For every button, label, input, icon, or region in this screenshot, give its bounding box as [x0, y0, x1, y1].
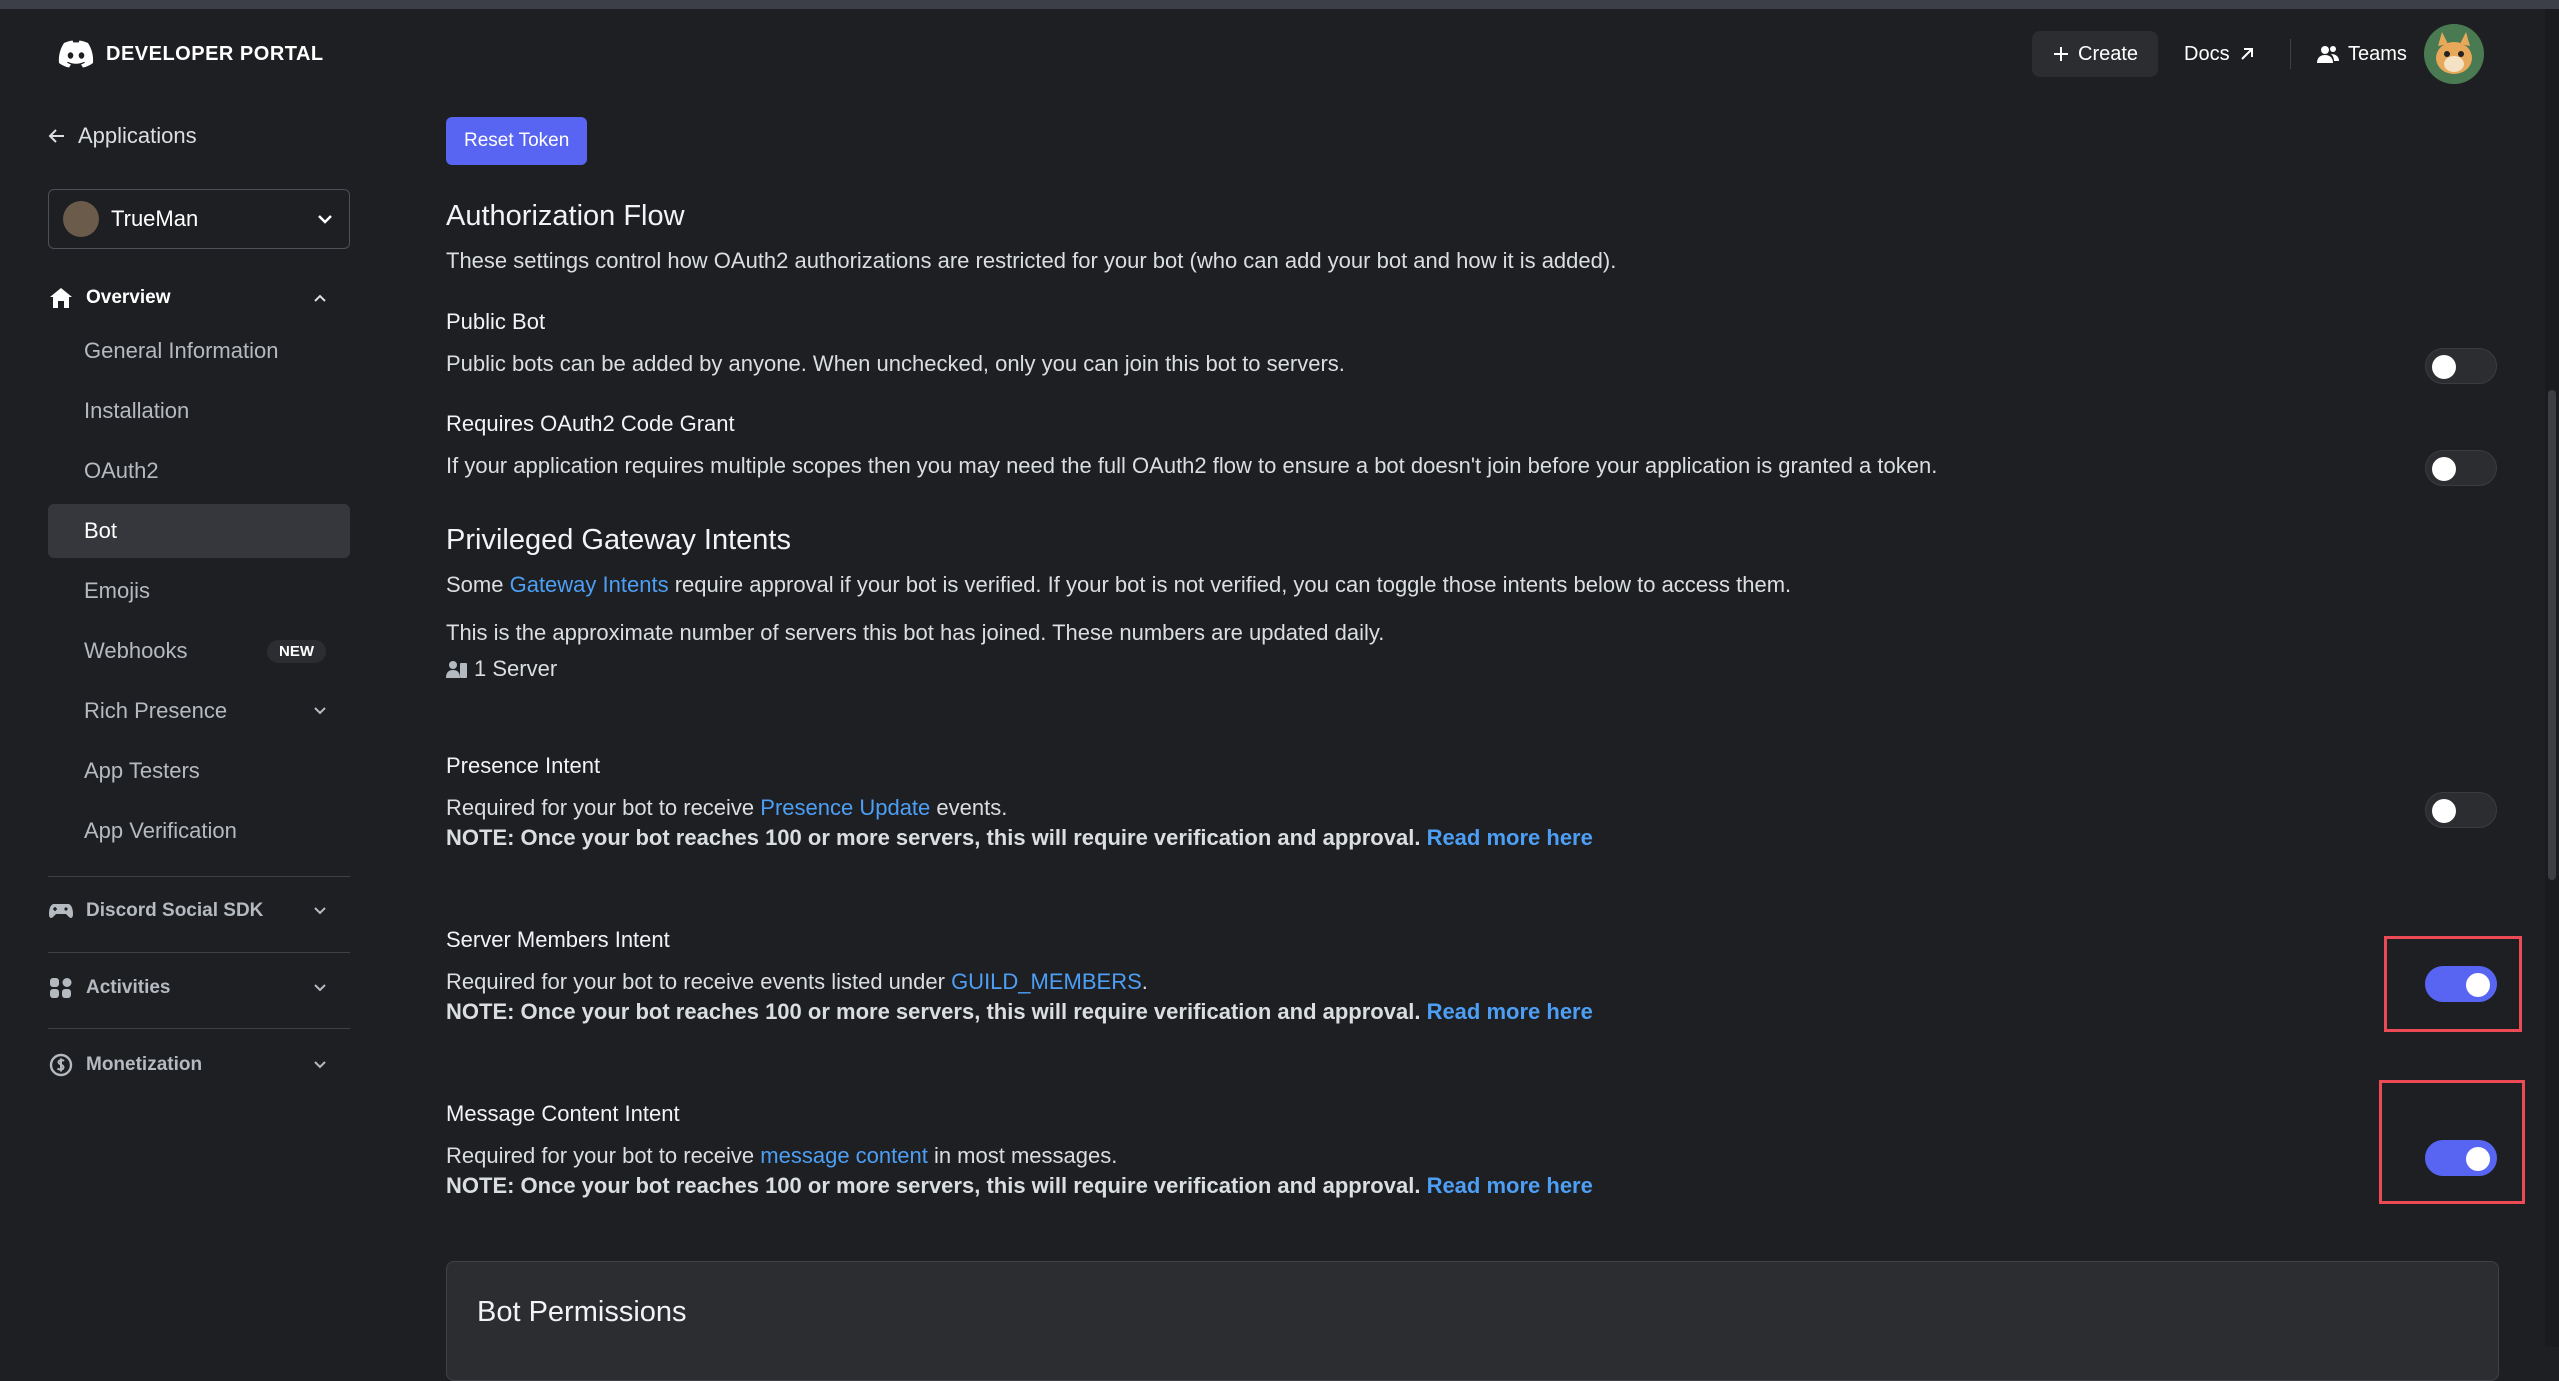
code-grant-title: Requires OAuth2 Code Grant	[446, 411, 735, 436]
text-fragment: Required for your bot to receive	[446, 795, 761, 820]
toggle-knob	[2466, 973, 2490, 997]
text-fragment: in most messages.	[927, 1143, 1118, 1168]
presence-intent-toggle[interactable]	[2425, 792, 2497, 828]
nav-section-activities[interactable]	[48, 976, 328, 1000]
sidebar-divider	[48, 952, 350, 953]
chevron-down-icon	[312, 703, 328, 719]
new-badge: NEW	[267, 640, 326, 663]
sidebar-item-installation[interactable]	[48, 384, 350, 438]
teams-label: Teams	[2348, 42, 2407, 65]
top-header	[0, 9, 2545, 99]
text-fragment: events.	[930, 795, 1008, 820]
chevron-up-icon	[312, 290, 328, 306]
sidebar-item-general-information[interactable]	[48, 324, 350, 378]
discord-logo-icon	[58, 40, 94, 68]
server-members-intent-note	[446, 999, 1593, 1025]
server-icon	[446, 659, 468, 679]
sidebar-divider	[48, 876, 350, 877]
app-avatar	[63, 201, 99, 237]
external-link-icon	[2238, 45, 2256, 63]
sidebar-item-label: Installation	[84, 398, 190, 423]
message-content-intent-toggle[interactable]	[2425, 1140, 2497, 1176]
toggle-knob	[2432, 799, 2456, 823]
note-text: NOTE: Once your bot reaches 100 or more servers, this will require verification and approval.	[446, 1173, 1421, 1198]
back-label: Applications	[78, 123, 197, 148]
sidebar	[0, 99, 380, 1347]
header-divider	[2290, 39, 2291, 69]
scrollbar-thumb[interactable]	[2548, 390, 2556, 880]
teams-button[interactable]	[2296, 31, 2427, 77]
sidebar-item-label: App Verification	[84, 818, 237, 843]
code-grant-description: If your application requires multiple scopes then you may need the full OAuth2 flow to ensure a bot doesn't join before your application is granted a token.	[446, 453, 1938, 478]
nav-section-monetization[interactable]	[48, 1052, 328, 1078]
public-bot-toggle[interactable]	[2425, 348, 2497, 384]
section-label: Monetization	[86, 1054, 203, 1075]
note-text: NOTE: Once your bot reaches 100 or more servers, this will require verification and approval.	[446, 999, 1421, 1024]
privileged-intents-heading: Privileged Gateway Intents	[446, 524, 791, 556]
user-avatar[interactable]	[2424, 24, 2484, 84]
arrow-left-icon	[46, 125, 68, 147]
developer-portal-logo[interactable]	[58, 40, 324, 68]
text-fragment: Required for your bot to receive events listed under	[446, 969, 952, 994]
message-content-link[interactable]: message content	[760, 1143, 928, 1168]
code-grant-toggle[interactable]	[2425, 450, 2497, 486]
read-more-link[interactable]: Read more here	[1426, 1173, 1593, 1198]
home-icon	[48, 286, 74, 310]
text-fragment: require approval if your bot is verified. If your bot is not verified, you can toggle those intents below to access them.	[668, 572, 1792, 597]
chevron-down-icon	[312, 980, 328, 996]
teams-icon	[2316, 44, 2340, 64]
sidebar-item-label: General Information	[84, 338, 279, 363]
bot-permissions-heading: Bot Permissions	[477, 1296, 687, 1328]
presence-update-link[interactable]: Presence Update	[760, 795, 931, 820]
create-label: Create	[2078, 42, 2139, 65]
sidebar-item-label: Bot	[84, 518, 118, 543]
overview-label: Overview	[86, 287, 171, 308]
back-to-applications-link[interactable]	[46, 123, 197, 149]
message-content-intent-title: Message Content Intent	[446, 1101, 680, 1126]
nav-section-discord-social-sdk[interactable]	[48, 900, 328, 922]
sidebar-item-label: App Testers	[84, 758, 200, 783]
bot-permissions-card	[446, 1261, 2499, 1381]
sidebar-item-webhooks[interactable]	[48, 624, 350, 678]
main-content	[446, 99, 2501, 1347]
message-content-intent-note	[446, 1173, 1593, 1199]
toggle-knob	[2432, 457, 2456, 481]
message-content-intent-description	[446, 1143, 1117, 1169]
sidebar-item-oauth2[interactable]	[48, 444, 350, 498]
sidebar-item-label: Webhooks	[84, 638, 188, 663]
activities-icon	[48, 976, 74, 1000]
server-members-intent-description	[446, 969, 1148, 995]
sidebar-item-label: OAuth2	[84, 458, 159, 483]
section-label: Discord Social SDK	[86, 900, 264, 921]
nav-section-overview[interactable]	[48, 286, 328, 310]
sidebar-divider	[48, 1028, 350, 1029]
public-bot-title: Public Bot	[446, 309, 546, 334]
authorization-flow-heading: Authorization Flow	[446, 200, 685, 232]
guild-members-link[interactable]: GUILD_MEMBERS	[951, 969, 1142, 994]
docs-link[interactable]	[2164, 31, 2276, 77]
chevron-down-icon	[312, 1057, 328, 1073]
sidebar-item-app-verification[interactable]	[48, 804, 350, 858]
create-button[interactable]	[2032, 31, 2158, 77]
monetization-icon	[48, 1052, 74, 1078]
section-label: Activities	[86, 977, 171, 998]
server-members-intent-title: Server Members Intent	[446, 927, 670, 952]
authorization-flow-description: These settings control how OAuth2 authorizations are restricted for your bot (who can add your bot and how it is added).	[446, 248, 1617, 273]
toggle-knob	[2432, 355, 2456, 379]
sidebar-item-app-testers[interactable]	[48, 744, 350, 798]
plus-icon	[2052, 45, 2070, 63]
text-fragment: Some	[446, 572, 510, 597]
presence-intent-note	[446, 825, 1593, 851]
server-members-intent-toggle[interactable]	[2425, 966, 2497, 1002]
reset-token-button[interactable]: Reset Token	[446, 117, 587, 165]
gamepad-icon	[48, 900, 74, 922]
application-selector[interactable]	[48, 189, 350, 249]
intents-description	[446, 572, 1791, 598]
read-more-link[interactable]: Read more here	[1426, 999, 1593, 1024]
presence-intent-description	[446, 795, 1007, 821]
sidebar-item-label: Emojis	[84, 578, 151, 603]
gateway-intents-link[interactable]: Gateway Intents	[509, 572, 669, 597]
sidebar-item-bot[interactable]	[48, 504, 350, 558]
sidebar-item-rich-presence[interactable]	[48, 684, 350, 738]
sidebar-item-emojis[interactable]	[48, 564, 350, 618]
text-fragment: Required for your bot to receive	[446, 1143, 761, 1168]
chevron-down-icon	[312, 903, 328, 919]
presence-intent-title: Presence Intent	[446, 753, 601, 778]
public-bot-description: Public bots can be added by anyone. When unchecked, only you can join this bot to servers.	[446, 351, 1345, 376]
toggle-knob	[2466, 1147, 2490, 1171]
text-fragment: .	[1141, 969, 1148, 994]
docs-label: Docs	[2184, 42, 2230, 65]
read-more-link[interactable]: Read more here	[1426, 825, 1593, 850]
server-count	[446, 656, 557, 682]
chevron-down-icon	[315, 209, 335, 229]
sidebar-item-label: Rich Presence	[84, 698, 228, 723]
servers-description: This is the approximate number of servers this bot has joined. These numbers are updated daily.	[446, 620, 1385, 645]
server-count-label: 1 Server	[474, 656, 558, 681]
logo-text: DEVELOPER PORTAL	[106, 42, 324, 65]
app-name: TrueMan	[111, 206, 199, 231]
note-text: NOTE: Once your bot reaches 100 or more servers, this will require verification and approval.	[446, 825, 1421, 850]
window-top-strip	[0, 0, 2559, 9]
